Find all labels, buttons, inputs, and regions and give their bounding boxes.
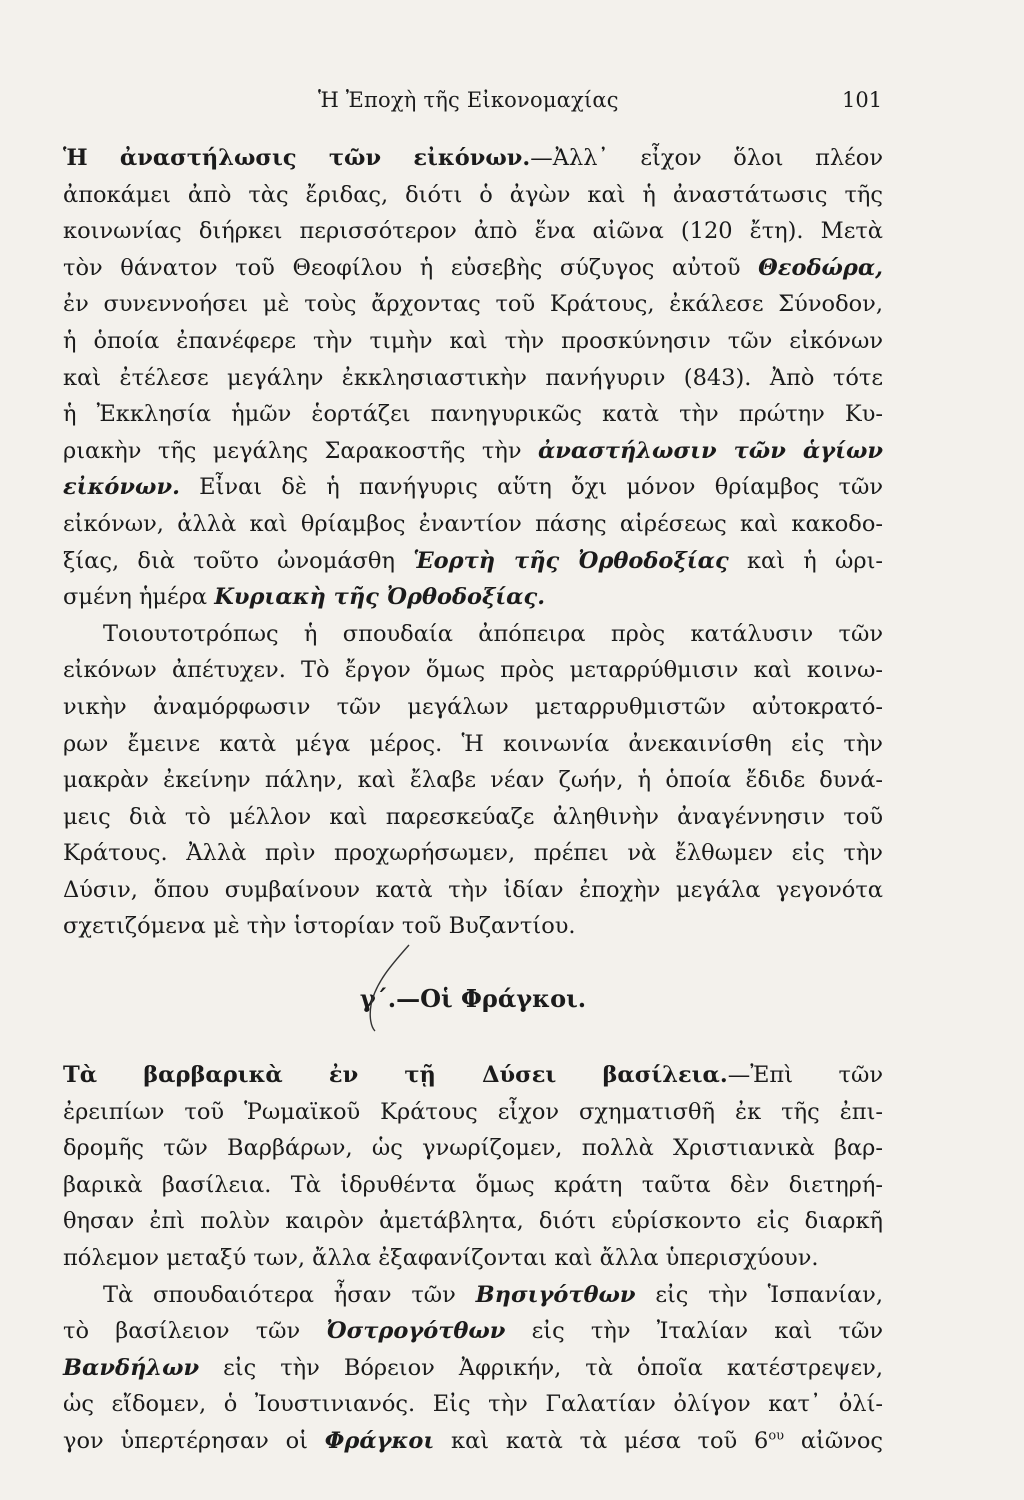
paragraph-line: ρων ἔμεινε κατὰ μέγα μέρος. Ἡ κοινωνία ἀνεκαινίσθη εἰς τὴν (63, 730, 883, 757)
paragraph-line: εἰκόνων. Εἶναι δὲ ἡ πανήγυρις αὕτη ὄχι μόνον θρίαμβος τῶν (63, 474, 883, 501)
paragraph-line: Τοιουτοτρόπως ἡ σπουδαία ἀπόπειρα πρὸς κατάλυσιν τῶν (103, 620, 883, 647)
emphasis-visigoths: Βησιγότθων (475, 1281, 636, 1308)
paragraph-line: βαρικὰ βασίλεια. Τὰ ἱδρυθέντα ὅμως κράτη ταῦτα δὲν διετηρή- (63, 1171, 883, 1198)
page-number: 101 (842, 88, 883, 112)
superscript: ου (768, 1428, 785, 1444)
emphasis-icons: εἰκόνων. (63, 474, 180, 501)
paragraph-line: ξίας, διὰ τοῦτο ὠνομάσθη Ἑορτὴ τῆς Ὀρθοδοξίας καὶ ἡ ὡρι- (63, 547, 884, 574)
running-title: Ἡ Ἐποχὴ τῆς Εἰκονομαχίας (318, 88, 619, 112)
paragraph-line: τὸν θάνατον τοῦ Θεοφίλου ἡ εὐσεβὴς σύζυγος αὐτοῦ Θεοδώρα, (63, 254, 883, 281)
section-title: γ΄.—Οἱ Φράγκοι. (63, 971, 883, 1027)
paragraph-line: ὡς εἴδομεν, ὁ Ἰουστινιανός. Εἰς τὴν Γαλατίαν ὀλίγον κατ᾽ ὀλί- (63, 1391, 883, 1418)
paragraph-line: πόλεμον μεταξύ των, ἄλλα ἐξαφανίζονται καὶ ἄλλα ὑπερισχύουν. (63, 1245, 819, 1272)
paragraph-line: θησαν ἐπὶ πολὺν καιρὸν ἀμετάβλητα, διότι εὑρίσκοντο εἰς διαρκῆ (63, 1208, 883, 1235)
paragraph-line: ριακὴν τῆς μεγάλης Σαρακοστῆς τὴν ἀναστήλωσιν τῶν ἁγίων (63, 437, 884, 464)
emphasis-theodora: Θεοδώρα, (758, 254, 883, 281)
pencil-mark (363, 943, 413, 1033)
paragraph-line: εἰκόνων ἀπέτυχεν. Τὸ ἔργον ὅμως πρὸς μεταρρύθμισιν καὶ κοινω- (63, 657, 883, 684)
paragraph-line: εἰκόνων, ἀλλὰ καὶ θρίαμβος ἐναντίον πάσης αἱρέσεως καὶ κακοδο- (63, 510, 883, 537)
emphasis-franks: Φράγκοι (324, 1428, 435, 1454)
emphasis-sunday: Κυριακὴ τῆς Ὀρθοδοξίας. (214, 584, 546, 611)
paragraph-line: γον ὑπερτέρησαν οἱ Φράγκοι καὶ κατὰ τὰ μέσα τοῦ $6^{o\upsilon}$ αἰῶνος (63, 1428, 884, 1454)
paragraph-line: ἀποκάμει ἀπὸ τὰς ἔριδας, διότι ὁ ἀγὼν καὶ ἡ ἀναστάτωσις τῆς (63, 181, 883, 208)
paragraph-line: μεις διὰ τὸ μέλλον καὶ παρεσκεύαζε ἀληθινὴν ἀναγέννησιν τοῦ (63, 803, 883, 830)
running-head (0, 88, 1024, 118)
paragraph-line: μακρὰν ἐκείνην πάλην, καὶ ἔλαβε νέαν ζωήν, ἡ ὁποία ἔδιδε δυνά- (63, 767, 883, 794)
paragraph-line: ἐν συνεννοήσει μὲ τοὺς ἄρχοντας τοῦ Κράτους, ἐκάλεσε Σύνοδον, (63, 291, 883, 318)
paragraph-line: Κράτους. Ἀλλὰ πρὶν προχωρήσωμεν, πρέπει νὰ ἔλθωμεν εἰς τὴν (63, 840, 883, 867)
emphasis-restoration: ἀναστήλωσιν τῶν ἁγίων (537, 437, 884, 464)
paragraph-line: νικὴν ἀναμόρφωσιν τῶν μεγάλων μεταρρυθμιστῶν αὐτοκρατό- (63, 693, 883, 720)
paragraph-line: Δύσιν, ὅπου συμβαίνουν κατὰ τὴν ἰδίαν ἐποχὴν μεγάλα γεγονότα (63, 876, 883, 903)
emphasis-feast: Ἑορτὴ τῆς Ὀρθοδοξίας (413, 547, 729, 574)
paragraph-line: ἡ Ἐκκλησία ἡμῶν ἑορτάζει πανηγυρικῶς κατὰ τὴν πρώτην Κυ- (63, 401, 883, 428)
emphasis-ostrogoths: Ὀστρογότθων (326, 1318, 506, 1345)
paragraph-line: Τὰ βαρβαρικὰ ἐν τῇ Δύσει βασίλεια.—Ἐπὶ τῶν (63, 1062, 883, 1089)
paragraph-line: Ἡ ἀναστήλωσις τῶν εἰκόνων.—Ἀλλ᾽ εἶχον ὅλοι πλέον (63, 145, 883, 171)
paragraph-line: δρομῆς τῶν Βαρβάρων, ὡς γνωρίζομεν, πολλὰ Χριστιανικὰ βαρ- (63, 1135, 883, 1162)
emphasis-vandals: Βανδήλων (63, 1354, 200, 1381)
paragraph-line: σμένη ἡμέρα Κυριακὴ τῆς Ὀρθοδοξίας. (63, 584, 546, 611)
paragraph-line: ἡ ὁποία ἐπανέφερε τὴν τιμὴν καὶ τὴν προσκύνησιν τῶν εἰκόνων (63, 327, 883, 354)
section-heading-kingdoms: Τὰ βαρβαρικὰ ἐν τῇ Δύσει βασίλεια. (63, 1062, 728, 1089)
body-text (63, 140, 883, 1460)
paragraph-line: Βανδήλων εἰς τὴν Βόρειον Ἀφρικήν, τὰ ὁποῖα κατέστρεψεν, (63, 1354, 883, 1381)
paragraph-line: τὸ βασίλειον τῶν Ὀστρογότθων εἰς τὴν Ἰταλίαν καὶ τῶν (63, 1318, 883, 1345)
section-heading-restoration: Ἡ ἀναστήλωσις τῶν εἰκόνων. (63, 145, 531, 171)
paragraph-line: κοινωνίας διήρκει περισσότερον ἀπὸ ἕνα αἰῶνα (120 ἔτη). Μετὰ (63, 218, 883, 245)
paragraph-line: σχετιζόμενα μὲ τὴν ἱστορίαν τοῦ Βυζαντίου. (63, 913, 576, 940)
paragraph-line: Τὰ σπουδαιότερα ἦσαν τῶν Βησιγότθων εἰς τὴν Ἱσπανίαν, (103, 1281, 884, 1308)
paragraph-line: ἐρειπίων τοῦ Ῥωμαϊκοῦ Κράτους εἶχον σχηματισθῆ ἐκ τῆς ἐπι- (63, 1098, 883, 1125)
paragraph-line: καὶ ἐτέλεσε μεγάλην ἐκκλησιαστικὴν πανήγυριν (843). Ἀπὸ τότε (63, 364, 883, 391)
